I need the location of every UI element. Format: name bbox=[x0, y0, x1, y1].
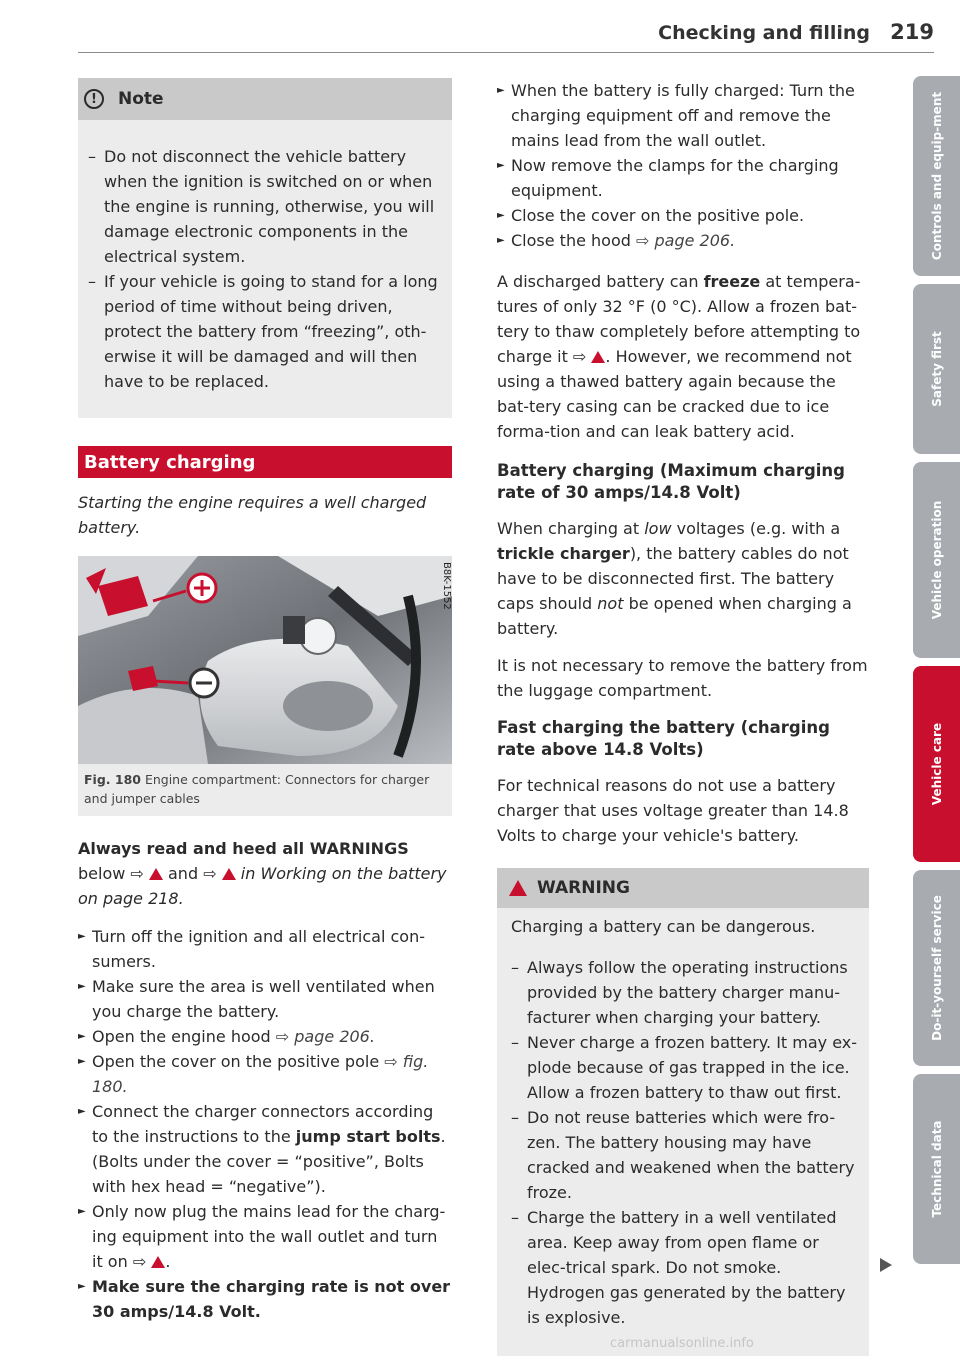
warning-triangle-icon bbox=[591, 351, 605, 363]
caption-text: Engine compartment: Connectors for charger and jumper cables bbox=[84, 772, 430, 806]
note-list bbox=[78, 136, 452, 394]
step-item: ► Open the engine hood ⇨ page 206. bbox=[78, 1024, 452, 1049]
arrow-right-icon: ⇨ bbox=[130, 864, 144, 883]
tab-safety-first[interactable]: Safety first bbox=[913, 284, 960, 454]
warning-list bbox=[511, 955, 859, 1330]
step-item: ► Connect the charger connectors according to the instructions to the jump start bolts. (Bolts under the cover = “positive”, Bolts with hex head = “negative”). bbox=[78, 1099, 452, 1199]
header-rule bbox=[78, 52, 934, 53]
warning-box bbox=[497, 868, 869, 1356]
section-title: Battery charging bbox=[84, 451, 256, 473]
step-item: ► Close the cover on the positive pole. bbox=[497, 203, 869, 228]
tab-controls-and-equipment[interactable]: Controls and equip-ment bbox=[913, 76, 960, 276]
page-number: 219 bbox=[890, 20, 934, 44]
figure-code: B8K-1552 bbox=[441, 562, 452, 610]
max-rate-heading: Battery charging (Maximum charging rate of 30 amps/14.8 Volt) bbox=[497, 461, 845, 502]
max-rate-paragraph: When charging at low voltages (e.g. with a trickle charger), the battery cables do not have to be disconnected first. The battery caps should not be opened when charging a battery. bbox=[497, 519, 852, 638]
tab-do-it-yourself-service[interactable]: Do-it-yourself service bbox=[913, 870, 960, 1066]
warning-triangle-icon bbox=[509, 880, 527, 896]
step-item: ► Only now plug the mains lead for the charg-ing equipment into the wall outlet and turn it on ⇨ . bbox=[78, 1199, 452, 1274]
charging-steps-continued bbox=[497, 78, 869, 253]
engine-compartment-image bbox=[78, 556, 452, 764]
warning-triangle-icon bbox=[151, 1256, 165, 1268]
step-item: ► Open the cover on the positive pole ⇨ fig. 180. bbox=[78, 1049, 452, 1099]
tab-technical-data[interactable]: Technical data bbox=[913, 1074, 960, 1264]
continue-arrow-icon bbox=[880, 1258, 892, 1272]
warning-item: – Do not reuse batteries which were fro-zen. The battery housing may have cracked and weakened when the battery froze. bbox=[511, 1105, 859, 1205]
warning-triangle-icon bbox=[222, 868, 236, 880]
fast-rate-paragraph: For technical reasons do not use a battery charger that uses voltage greater than 14.8 Volts to charge your vehicle's battery. bbox=[497, 776, 849, 845]
section-title-bar bbox=[78, 446, 452, 478]
note-item: – Do not disconnect the vehicle battery when the ignition is switched on or when the engine is running, otherwise, you will damage electronic components in the electrical system. bbox=[88, 144, 442, 269]
note-item: – If your vehicle is going to stand for a long period of time without being driven, protect the battery from “freezing”, oth-erwise it will be damaged and will then have to be replaced. bbox=[88, 269, 442, 394]
charging-steps bbox=[78, 924, 452, 1324]
charging-rate-limit: Make sure the charging rate is not over 30 amps/14.8 Volt. bbox=[92, 1277, 451, 1321]
warning-header bbox=[497, 868, 869, 908]
chapter-tabs bbox=[913, 76, 960, 1272]
warning-body bbox=[497, 908, 869, 1356]
minus-icon bbox=[190, 669, 218, 697]
warning-title: WARNING bbox=[537, 878, 630, 898]
left-column bbox=[78, 78, 452, 1324]
exclamation-circle-icon: ! bbox=[84, 89, 104, 109]
page-reference: ⇨ page 206. bbox=[635, 231, 736, 250]
warnings-lead: Always read and heed all WARNINGS bbox=[78, 839, 409, 858]
section-subtitle: Starting the engine requires a well charged battery. bbox=[78, 493, 427, 537]
warning-item: – Charge the battery in a well ventilated area. Keep away from open flame or elec-trical spark. Do not smoke. Hydrogen gas generated by the battery is explosive. bbox=[511, 1205, 859, 1330]
warning-item: – Always follow the operating instructions provided by the battery charger manu-facturer when charging your battery. bbox=[511, 955, 859, 1030]
running-head: Checking and filling bbox=[658, 22, 870, 44]
warning-intro: Charging a battery can be dangerous. bbox=[511, 917, 816, 936]
caption-label: Fig. 180 bbox=[84, 772, 141, 787]
note-title: Note bbox=[118, 89, 164, 109]
right-column bbox=[497, 78, 869, 1356]
warning-item: – Never charge a frozen battery. It may ex-plode because of gas trapped in the ice. Allow a frozen battery to thaw out first. bbox=[511, 1030, 859, 1105]
step-item: ► When the battery is fully charged: Turn the charging equipment off and remove the mains lead from the wall outlet. bbox=[497, 78, 869, 153]
tab-vehicle-care[interactable]: Vehicle care bbox=[913, 666, 960, 862]
warnings-reference: in Working on the battery on page 218. bbox=[78, 864, 447, 908]
step-item: ► Make sure the area is well ventilated when you charge the battery. bbox=[78, 974, 452, 1024]
arrow-right-icon: ⇨ bbox=[203, 864, 217, 883]
watermark: carmanualsonline.info bbox=[610, 1336, 754, 1351]
freeze-paragraph: A discharged battery can freeze at tempera-tures of only 32 °F (0 °C). Allow a frozen bat-tery to thaw completely before attempting to charge it ⇨ . However, we recommend not using a thawed battery again because the bat-tery casing can be cracked due to ice forma-tion and can leak battery acid. bbox=[497, 272, 861, 441]
luggage-paragraph: It is not necessary to remove the battery from the luggage compartment. bbox=[497, 656, 868, 700]
tab-vehicle-operation[interactable]: Vehicle operation bbox=[913, 462, 960, 658]
step-item: ► Turn off the ignition and all electrical con-sumers. bbox=[78, 924, 452, 974]
fast-rate-heading: Fast charging the battery (charging rate above 14.8 Volts) bbox=[497, 718, 830, 759]
step-item bbox=[78, 1274, 452, 1324]
step-item: ► Close the hood ⇨ page 206. bbox=[497, 228, 869, 253]
figure-reference: ⇨ fig. 180. bbox=[92, 1052, 429, 1096]
figure-caption bbox=[78, 764, 452, 816]
note-header bbox=[78, 78, 452, 120]
warnings-intro: Always read and heed all WARNINGS below ⇨ and ⇨ in Working on the battery on page 218. bbox=[78, 839, 447, 908]
plus-icon bbox=[188, 574, 216, 602]
jump-start-bolts: jump start bolts bbox=[295, 1127, 441, 1146]
note-box bbox=[78, 78, 452, 418]
page-reference: ⇨ page 206. bbox=[275, 1027, 375, 1046]
step-item: ► Now remove the clamps for the charging equipment. bbox=[497, 153, 869, 203]
figure-180 bbox=[78, 556, 452, 816]
warning-triangle-icon bbox=[149, 868, 163, 880]
